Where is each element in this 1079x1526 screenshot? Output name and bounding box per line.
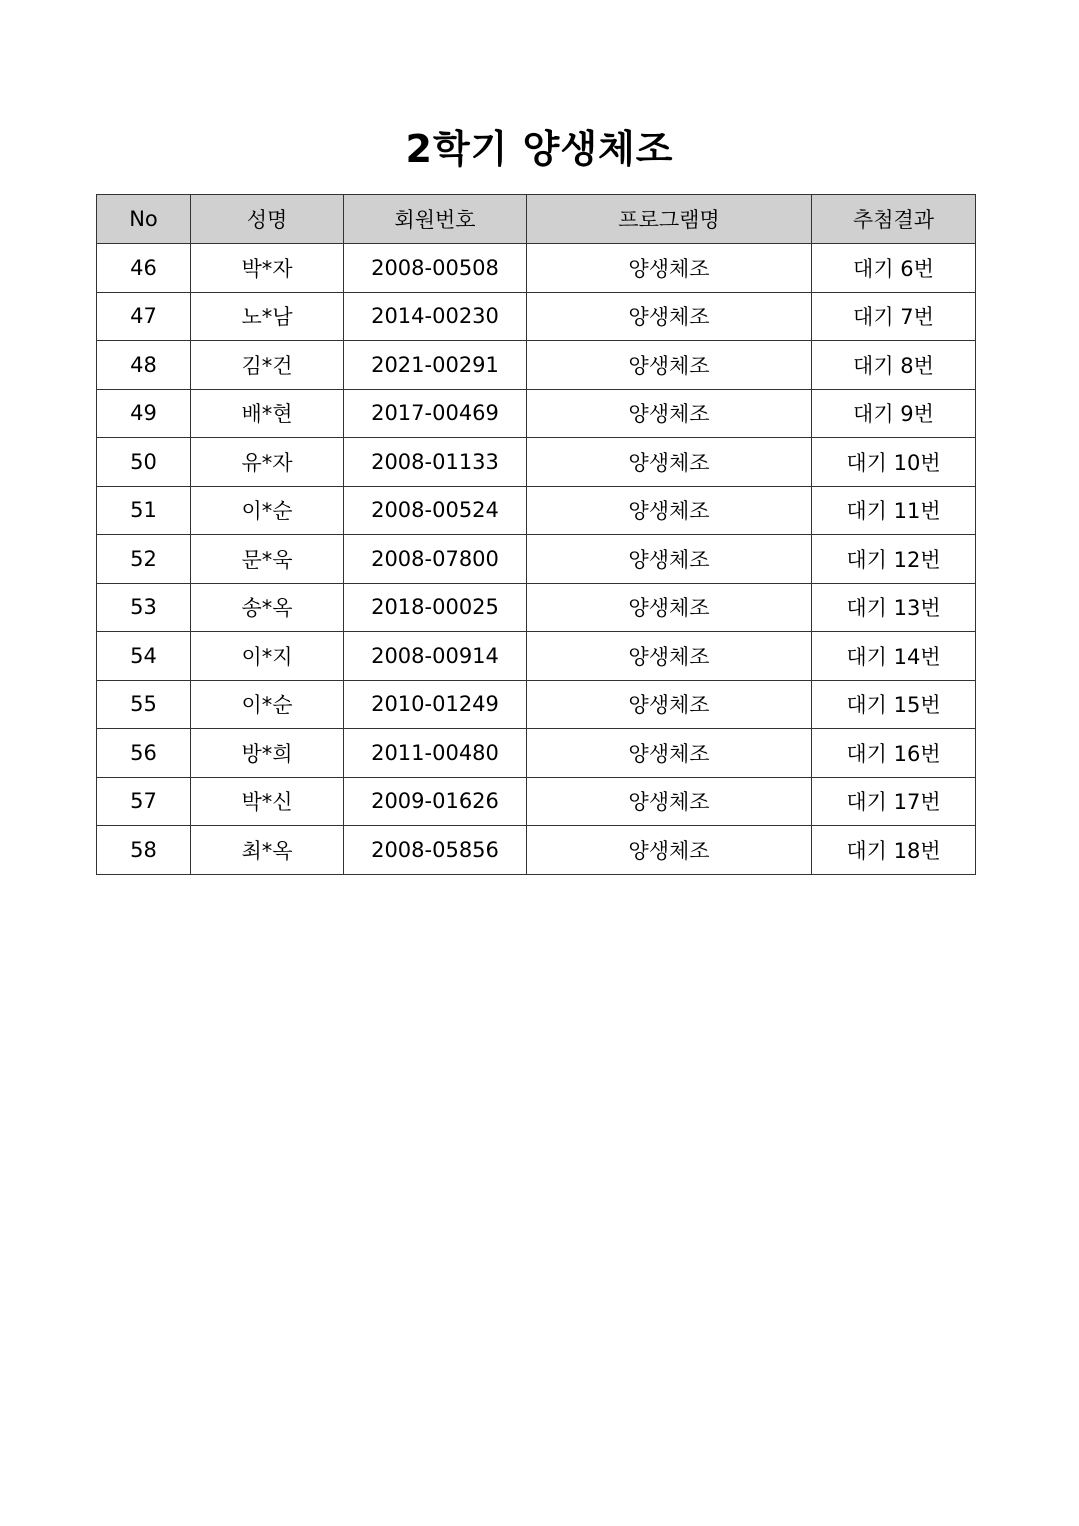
cell-no: 55: [97, 680, 191, 729]
cell-result: 대기 15번: [812, 680, 976, 729]
table-row: [97, 632, 976, 681]
cell-result: 대기 16번: [812, 729, 976, 778]
cell-result: 대기 9번: [812, 389, 976, 438]
cell-name: 이*순: [191, 680, 344, 729]
cell-program-name: 양생체조: [527, 535, 812, 584]
table-row: [97, 729, 976, 778]
cell-result: 대기 13번: [812, 583, 976, 632]
cell-result: 대기 10번: [812, 438, 976, 487]
cell-name: 김*건: [191, 341, 344, 390]
table-row: [97, 826, 976, 875]
cell-no: 58: [97, 826, 191, 875]
cell-member-number: 2008-07800: [344, 535, 527, 584]
cell-program-name: 양생체조: [527, 777, 812, 826]
header-program-name: 프로그램명: [527, 195, 812, 244]
cell-member-number: 2008-05856: [344, 826, 527, 875]
cell-name: 유*자: [191, 438, 344, 487]
cell-name: 박*자: [191, 244, 344, 293]
cell-member-number: 2021-00291: [344, 341, 527, 390]
cell-member-number: 2011-00480: [344, 729, 527, 778]
cell-result: 대기 18번: [812, 826, 976, 875]
cell-program-name: 양생체조: [527, 486, 812, 535]
cell-result: 대기 11번: [812, 486, 976, 535]
cell-result: 대기 12번: [812, 535, 976, 584]
cell-no: 56: [97, 729, 191, 778]
cell-result: 대기 6번: [812, 244, 976, 293]
cell-name: 박*신: [191, 777, 344, 826]
cell-no: 46: [97, 244, 191, 293]
table-row: [97, 486, 976, 535]
cell-no: 49: [97, 389, 191, 438]
table-row: [97, 680, 976, 729]
cell-name: 이*순: [191, 486, 344, 535]
cell-program-name: 양생체조: [527, 826, 812, 875]
cell-program-name: 양생체조: [527, 389, 812, 438]
cell-result: 대기 14번: [812, 632, 976, 681]
cell-result: 대기 17번: [812, 777, 976, 826]
cell-program-name: 양생체조: [527, 292, 812, 341]
cell-program-name: 양생체조: [527, 680, 812, 729]
cell-program-name: 양생체조: [527, 438, 812, 487]
cell-name: 방*희: [191, 729, 344, 778]
header-result: 추첨결과: [812, 195, 976, 244]
cell-program-name: 양생체조: [527, 244, 812, 293]
cell-member-number: 2014-00230: [344, 292, 527, 341]
cell-no: 54: [97, 632, 191, 681]
table-row: [97, 292, 976, 341]
table-row: [97, 777, 976, 826]
cell-member-number: 2018-00025: [344, 583, 527, 632]
table-row: [97, 389, 976, 438]
cell-program-name: 양생체조: [527, 632, 812, 681]
table-row: [97, 341, 976, 390]
cell-member-number: 2008-00914: [344, 632, 527, 681]
cell-name: 노*남: [191, 292, 344, 341]
cell-name: 송*옥: [191, 583, 344, 632]
cell-member-number: 2017-00469: [344, 389, 527, 438]
cell-no: 52: [97, 535, 191, 584]
cell-no: 50: [97, 438, 191, 487]
table-body: [97, 244, 976, 875]
lottery-results-table: [96, 194, 976, 875]
cell-name: 최*옥: [191, 826, 344, 875]
cell-result: 대기 8번: [812, 341, 976, 390]
header-name: 성명: [191, 195, 344, 244]
page-title: 2학기 양생체조: [405, 127, 674, 172]
cell-member-number: 2009-01626: [344, 777, 527, 826]
cell-program-name: 양생체조: [527, 729, 812, 778]
cell-no: 53: [97, 583, 191, 632]
cell-no: 57: [97, 777, 191, 826]
table-row: [97, 583, 976, 632]
table-row: [97, 535, 976, 584]
cell-name: 이*지: [191, 632, 344, 681]
header-no: No: [97, 195, 191, 244]
header-member-number: 회원번호: [344, 195, 527, 244]
table-header-row: [97, 195, 976, 244]
cell-member-number: 2010-01249: [344, 680, 527, 729]
cell-no: 51: [97, 486, 191, 535]
cell-no: 47: [97, 292, 191, 341]
cell-name: 배*현: [191, 389, 344, 438]
cell-member-number: 2008-01133: [344, 438, 527, 487]
cell-program-name: 양생체조: [527, 583, 812, 632]
cell-name: 문*욱: [191, 535, 344, 584]
cell-member-number: 2008-00524: [344, 486, 527, 535]
cell-program-name: 양생체조: [527, 341, 812, 390]
cell-result: 대기 7번: [812, 292, 976, 341]
table-row: [97, 438, 976, 487]
table-row: [97, 244, 976, 293]
cell-no: 48: [97, 341, 191, 390]
cell-member-number: 2008-00508: [344, 244, 527, 293]
